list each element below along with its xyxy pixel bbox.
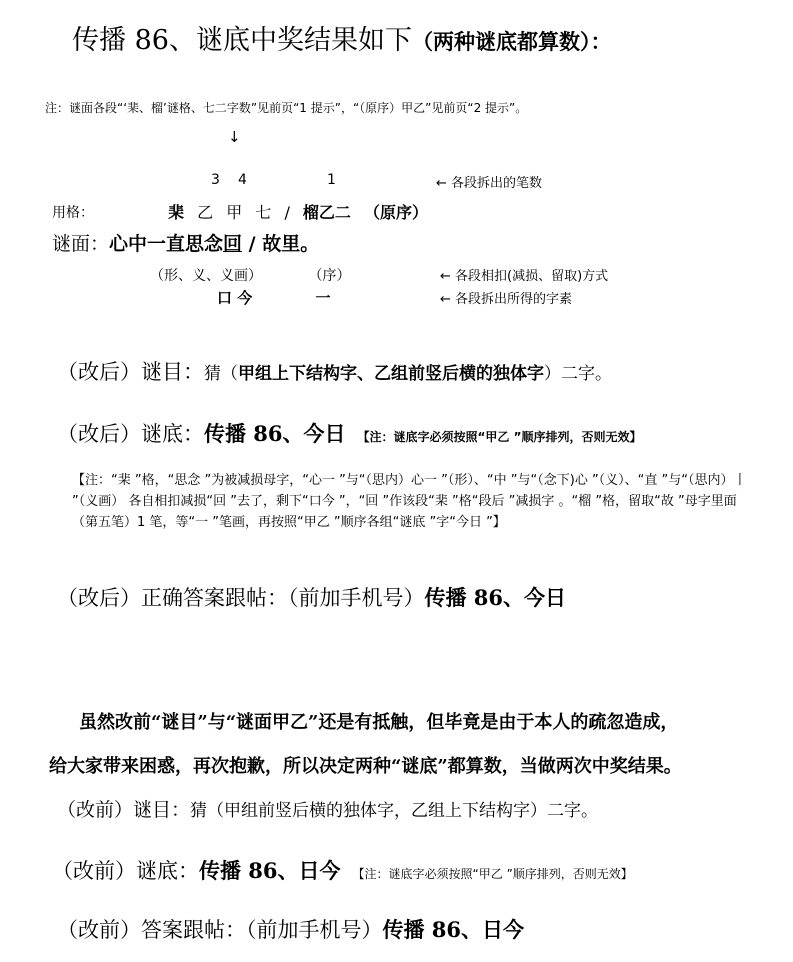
- after-reply: [57, 582, 566, 612]
- format-label: 用格：: [52, 205, 94, 221]
- format-part: 七: [255, 203, 272, 222]
- riddle-face-part2: 故里。: [262, 233, 320, 255]
- stroke-number-1: 3: [211, 172, 220, 188]
- before-reply-answer: 传播 86、日今: [382, 917, 525, 942]
- top-note: 注：谜面各段“‘棐、榴’谜格、七二字数”见前页“1 提示”，“（原序）甲乙”见前页“2 提示”。: [45, 101, 528, 115]
- after-answer: [57, 418, 642, 448]
- before-answer-note: 【注：谜底字必须按照“甲乙 ”顺序排列，否则无效】: [352, 867, 633, 881]
- before-answer: [52, 855, 633, 885]
- format-part: /: [284, 203, 290, 222]
- riddle-face-hui: 回: [223, 233, 243, 255]
- char-item: 口 今: [217, 289, 253, 307]
- riddle-face-label: 谜面：: [52, 233, 110, 255]
- format-part: 榴乙二: [302, 203, 351, 222]
- after-title-prefix: （改后）谜目：: [57, 360, 204, 384]
- after-riddle-title: [57, 356, 612, 386]
- format-parts: [168, 200, 436, 223]
- page-title: [72, 18, 611, 57]
- note-strokes: ← 各段拆出的笔数: [436, 176, 543, 191]
- method-item: （序）: [308, 268, 351, 284]
- stroke-number-2: 4: [238, 172, 247, 188]
- before-reply-prefix: （改前）答案跟帖：（前加手机号）: [57, 918, 383, 942]
- after-reply-prefix: （改后）正确答案跟帖：（前加手机号）: [57, 586, 425, 610]
- format-part: 棐: [168, 203, 185, 222]
- down-arrow-icon: ↓: [228, 128, 241, 146]
- note-chars: ← 各段拆出所得的字素: [440, 292, 573, 307]
- method-item: （形、义、义画）: [150, 268, 262, 284]
- after-reply-answer: 传播 86、今日: [424, 585, 567, 610]
- format-part: 甲: [226, 203, 243, 222]
- before-title-rest: 猜（甲组前竖后横的独体字，乙组上下结构字）二字。: [190, 801, 599, 821]
- before-reply: [57, 914, 524, 944]
- char-item: 一: [315, 289, 331, 307]
- before-answer-value: 传播 86、日今: [199, 858, 341, 883]
- after-title-rest-a: 猜（: [204, 364, 238, 384]
- after-explanation: 【注：“棐 ”格，“思念 ”为被减损母字，“心一 ”与“（思内）心一 ”（形）、“中 ”与“（念下)心 ”（义）、“直 ”与“（思内）丨 ”（义画） 各自相扣减损“回 ”去了，剩下“口今 ”，“回 ”作该段“棐 ”格“段后 ”减损字 。“榴 ”格，留取“故 ”母字里面（第五笔）1 笔，等“一 ”笔画，再按照“甲乙 ”顺序各组“谜底 ”字“今日 ”】: [72, 473, 747, 530]
- after-answer-prefix: （改后）谜底：: [57, 422, 204, 446]
- format-part: 乙: [197, 203, 214, 222]
- before-answer-prefix: （改前）谜底：: [52, 859, 199, 883]
- riddle-face-sep: /: [242, 233, 263, 255]
- chars: [217, 287, 388, 308]
- note-method: ← 各段相扣(减损、留取)方式: [440, 269, 609, 284]
- riddle-face: [52, 229, 319, 256]
- apology-line-1: 虽然改前“谜目”与“谜面甲乙”还是有抵触，但毕竟是由于本人的疏忽造成，: [79, 712, 679, 733]
- title-paren: （两种谜底都算数）：: [411, 29, 612, 54]
- after-title-rest-b: 甲组上下结构字、乙组前竖后横的独体字: [238, 364, 544, 384]
- after-title-rest-c: ）二字。: [544, 364, 612, 384]
- after-answer-note: 【注：谜底字必须按照“甲乙 ”顺序排列，否则无效】: [357, 430, 642, 444]
- after-answer-value: 传播 86、今日: [204, 421, 346, 446]
- title-main: 传播 86、谜底中奖结果如下: [72, 25, 412, 56]
- format-part: （原序）: [364, 203, 429, 222]
- riddle-face-part1: 心中一直思念: [109, 233, 224, 255]
- before-riddle-title: [57, 795, 598, 822]
- apology-line-2: 给大家带来困惑，再次抱歉，所以决定两种“谜底”都算数，当做两次中奖结果。: [49, 756, 682, 777]
- methods: [150, 265, 392, 285]
- stroke-number-3: 1: [327, 172, 336, 188]
- before-title-prefix: （改前）谜目：: [57, 799, 191, 821]
